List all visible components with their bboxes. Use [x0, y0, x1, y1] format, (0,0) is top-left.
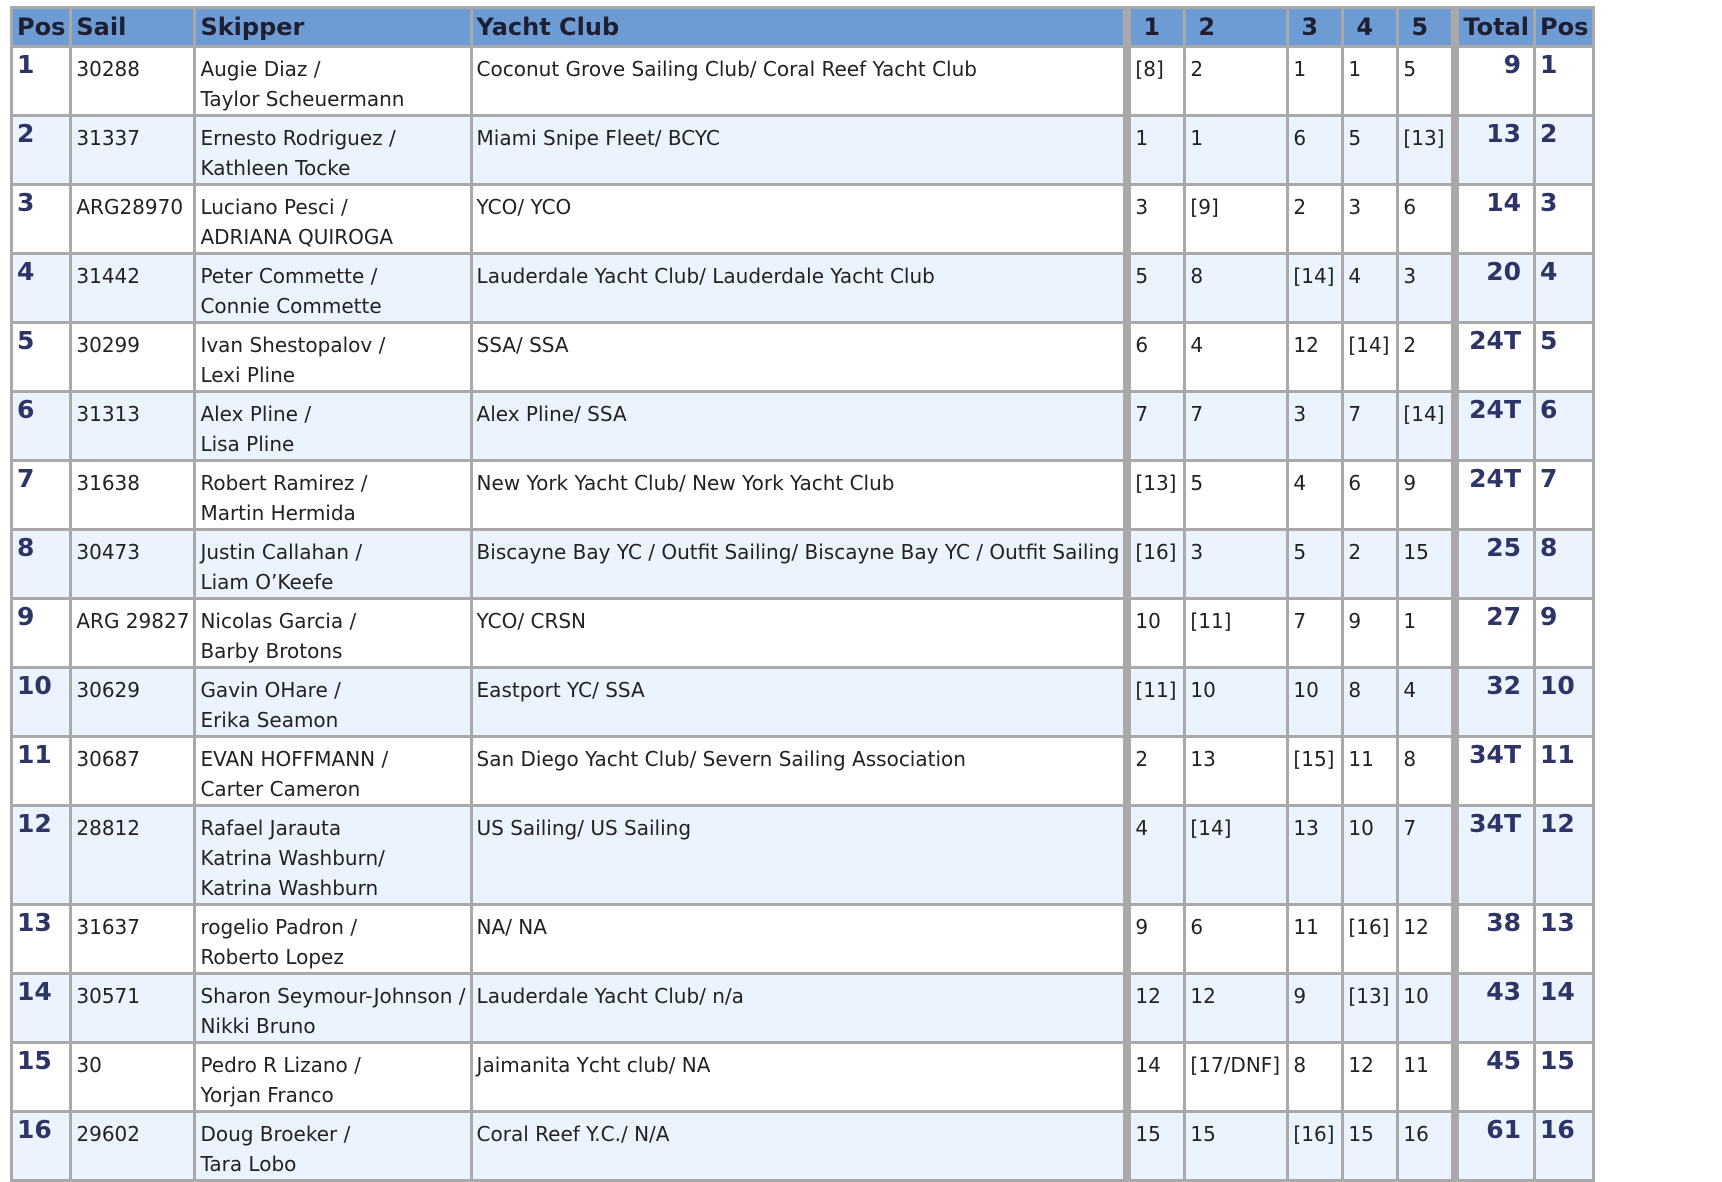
skipper-name-line: ADRIANA QUIROGA [200, 225, 394, 249]
sail-number-cell: 30288 [72, 48, 193, 114]
skipper-name-line: Katrina Washburn [200, 876, 379, 900]
position-cell: 4 [13, 255, 69, 321]
race-5-score-cell: 11 [1399, 1044, 1451, 1110]
race-1-score-cell: 14 [1131, 1044, 1183, 1110]
race-5-score-cell: 2 [1399, 324, 1451, 390]
total-points-cell: 34T [1459, 807, 1533, 903]
sail-number-cell: 31337 [72, 117, 193, 183]
skipper-name-line: Yorjan Franco [200, 1083, 334, 1107]
column-divider [1126, 393, 1128, 459]
sail-number-cell: 30299 [72, 324, 193, 390]
race-4-score-cell: [16] [1344, 906, 1396, 972]
skipper-cell [196, 807, 469, 903]
total-points-cell: 27 [1459, 600, 1533, 666]
table-row [13, 255, 1592, 321]
race-1-score-cell: [8] [1131, 48, 1183, 114]
column-divider [1126, 48, 1128, 114]
race-2-score-cell: 10 [1186, 669, 1286, 735]
header-pos: Pos [13, 9, 69, 45]
table-row [13, 975, 1592, 1041]
race-4-score-cell: 10 [1344, 807, 1396, 903]
race-1-score-cell: 12 [1131, 975, 1183, 1041]
race-2-score-cell: 7 [1186, 393, 1286, 459]
yacht-club-cell: Lauderdale Yacht Club/ Lauderdale Yacht Club [473, 255, 1124, 321]
header-race-4: 4 [1344, 9, 1396, 45]
skipper-cell [196, 738, 469, 804]
total-points-cell: 45 [1459, 1044, 1533, 1110]
skipper-name-line: Carter Cameron [200, 777, 361, 801]
sail-number-cell: ARG28970 [72, 186, 193, 252]
race-1-score-cell: 6 [1131, 324, 1183, 390]
position-right-cell: 16 [1536, 1113, 1592, 1179]
column-divider [1454, 1044, 1456, 1110]
race-4-score-cell: 5 [1344, 117, 1396, 183]
table-row [13, 462, 1592, 528]
header-skipper: Skipper [196, 9, 469, 45]
skipper-cell [196, 906, 469, 972]
skipper-name-line: Luciano Pesci / [200, 195, 348, 219]
race-4-score-cell: 2 [1344, 531, 1396, 597]
skipper-name-line: rogelio Padron / [200, 915, 358, 939]
sail-number-cell: 30473 [72, 531, 193, 597]
race-3-score-cell: 6 [1289, 117, 1341, 183]
skipper-cell [196, 462, 469, 528]
total-points-cell: 61 [1459, 1113, 1533, 1179]
position-cell: 14 [13, 975, 69, 1041]
column-divider [1454, 117, 1456, 183]
race-5-score-cell: [14] [1399, 393, 1451, 459]
column-divider [1126, 531, 1128, 597]
sail-number-cell: 31638 [72, 462, 193, 528]
race-1-score-cell: 2 [1131, 738, 1183, 804]
total-points-cell: 25 [1459, 531, 1533, 597]
table-row [13, 906, 1592, 972]
skipper-name-line: Augie Diaz / [200, 57, 321, 81]
total-points-cell: 34T [1459, 738, 1533, 804]
total-points-cell: 43 [1459, 975, 1533, 1041]
skipper-name-line: Liam O’Keefe [200, 570, 334, 594]
yacht-club-cell: New York Yacht Club/ New York Yacht Club [473, 462, 1124, 528]
skipper-name-line: Kathleen Tocke [200, 156, 351, 180]
table-row [13, 531, 1592, 597]
position-right-cell: 15 [1536, 1044, 1592, 1110]
total-points-cell: 32 [1459, 669, 1533, 735]
race-1-score-cell: 9 [1131, 906, 1183, 972]
race-2-score-cell: [17/DNF] [1186, 1044, 1286, 1110]
position-right-cell: 6 [1536, 393, 1592, 459]
race-1-score-cell: 10 [1131, 600, 1183, 666]
yacht-club-cell: Biscayne Bay YC / Outfit Sailing/ Biscayne Bay YC / Outfit Sailing [473, 531, 1124, 597]
table-row [13, 186, 1592, 252]
yacht-club-cell: Miami Snipe Fleet/ BCYC [473, 117, 1124, 183]
position-cell: 9 [13, 600, 69, 666]
race-2-score-cell: 13 [1186, 738, 1286, 804]
total-points-cell: 24T [1459, 393, 1533, 459]
results-body [13, 48, 1592, 1179]
total-points-cell: 20 [1459, 255, 1533, 321]
race-3-score-cell: 11 [1289, 906, 1341, 972]
skipper-cell [196, 975, 469, 1041]
skipper-name-line: Peter Commette / [200, 264, 378, 288]
race-1-score-cell: 3 [1131, 186, 1183, 252]
race-3-score-cell: [15] [1289, 738, 1341, 804]
race-5-score-cell: 8 [1399, 738, 1451, 804]
race-2-score-cell: 15 [1186, 1113, 1286, 1179]
yacht-club-cell: US Sailing/ US Sailing [473, 807, 1124, 903]
skipper-name-line: Lexi Pline [200, 363, 296, 387]
header-row [13, 9, 1592, 45]
sail-number-cell: 30687 [72, 738, 193, 804]
position-cell: 15 [13, 1044, 69, 1110]
race-1-score-cell: 15 [1131, 1113, 1183, 1179]
race-4-score-cell: 12 [1344, 1044, 1396, 1110]
position-right-cell: 10 [1536, 669, 1592, 735]
total-points-cell: 14 [1459, 186, 1533, 252]
race-5-score-cell: 16 [1399, 1113, 1451, 1179]
table-row [13, 738, 1592, 804]
column-divider [1126, 807, 1128, 903]
race-3-score-cell: 8 [1289, 1044, 1341, 1110]
race-5-score-cell: 9 [1399, 462, 1451, 528]
position-cell: 11 [13, 738, 69, 804]
race-4-score-cell: 9 [1344, 600, 1396, 666]
column-divider [1454, 906, 1456, 972]
race-4-score-cell: 7 [1344, 393, 1396, 459]
skipper-cell [196, 600, 469, 666]
position-right-cell: 12 [1536, 807, 1592, 903]
table-row [13, 324, 1592, 390]
skipper-name-line: Gavin OHare / [200, 678, 341, 702]
position-cell: 3 [13, 186, 69, 252]
race-2-score-cell: 4 [1186, 324, 1286, 390]
race-3-score-cell: 10 [1289, 669, 1341, 735]
yacht-club-cell: San Diego Yacht Club/ Severn Sailing Association [473, 738, 1124, 804]
race-5-score-cell: 4 [1399, 669, 1451, 735]
column-divider [1126, 738, 1128, 804]
race-5-score-cell: 7 [1399, 807, 1451, 903]
header-race-5: 5 [1399, 9, 1451, 45]
yacht-club-cell: Jaimanita Ycht club/ NA [473, 1044, 1124, 1110]
race-4-score-cell: [14] [1344, 324, 1396, 390]
race-5-score-cell: [13] [1399, 117, 1451, 183]
race-2-score-cell: [14] [1186, 807, 1286, 903]
race-1-score-cell: [11] [1131, 669, 1183, 735]
table-row [13, 117, 1592, 183]
skipper-name-line: Alex Pline / [200, 402, 312, 426]
skipper-cell [196, 1113, 469, 1179]
race-4-score-cell: 1 [1344, 48, 1396, 114]
position-right-cell: 9 [1536, 600, 1592, 666]
position-right-cell: 1 [1536, 48, 1592, 114]
race-2-score-cell: 8 [1186, 255, 1286, 321]
column-divider [1454, 324, 1456, 390]
results-table [10, 6, 1595, 1182]
yacht-club-cell: Eastport YC/ SSA [473, 669, 1124, 735]
header-race-2: 2 [1186, 9, 1286, 45]
position-right-cell: 14 [1536, 975, 1592, 1041]
column-divider [1454, 738, 1456, 804]
race-3-score-cell: [16] [1289, 1113, 1341, 1179]
race-3-score-cell: [14] [1289, 255, 1341, 321]
table-row [13, 48, 1592, 114]
skipper-name-line: Tara Lobo [200, 1152, 297, 1176]
race-3-score-cell: 4 [1289, 462, 1341, 528]
position-cell: 12 [13, 807, 69, 903]
position-right-cell: 5 [1536, 324, 1592, 390]
sail-number-cell: 28812 [72, 807, 193, 903]
yacht-club-cell: YCO/ CRSN [473, 600, 1124, 666]
skipper-name-line: EVAN HOFFMANN / [200, 747, 389, 771]
total-points-cell: 13 [1459, 117, 1533, 183]
race-4-score-cell: 4 [1344, 255, 1396, 321]
race-1-score-cell: 7 [1131, 393, 1183, 459]
race-3-score-cell: 13 [1289, 807, 1341, 903]
skipper-name-line: Robert Ramirez / [200, 471, 368, 495]
position-right-cell: 13 [1536, 906, 1592, 972]
column-divider [1454, 531, 1456, 597]
column-divider [1454, 48, 1456, 114]
skipper-cell [196, 531, 469, 597]
race-3-score-cell: 9 [1289, 975, 1341, 1041]
sail-number-cell: 29602 [72, 1113, 193, 1179]
race-4-score-cell: 6 [1344, 462, 1396, 528]
column-divider [1126, 1113, 1128, 1179]
sail-number-cell: 30 [72, 1044, 193, 1110]
skipper-name-line: Ivan Shestopalov / [200, 333, 386, 357]
skipper-name-line: Doug Broeker / [200, 1122, 351, 1146]
position-right-cell: 11 [1536, 738, 1592, 804]
position-cell: 5 [13, 324, 69, 390]
skipper-cell [196, 669, 469, 735]
skipper-cell [196, 393, 469, 459]
sail-number-cell: ARG 29827 [72, 600, 193, 666]
sail-number-cell: 31313 [72, 393, 193, 459]
column-divider [1454, 393, 1456, 459]
header-yacht-club: Yacht Club [473, 9, 1124, 45]
skipper-cell [196, 255, 469, 321]
position-cell: 8 [13, 531, 69, 597]
sail-number-cell: 30571 [72, 975, 193, 1041]
column-divider [1454, 1113, 1456, 1179]
skipper-name-line: Nicolas Garcia / [200, 609, 357, 633]
header-sail: Sail [72, 9, 193, 45]
race-5-score-cell: 3 [1399, 255, 1451, 321]
race-2-score-cell: 12 [1186, 975, 1286, 1041]
skipper-name-line: Connie Commette [200, 294, 382, 318]
yacht-club-cell: Coconut Grove Sailing Club/ Coral Reef Yacht Club [473, 48, 1124, 114]
column-divider [1126, 975, 1128, 1041]
column-divider [1454, 255, 1456, 321]
column-divider [1126, 906, 1128, 972]
skipper-name-line: Justin Callahan / [200, 540, 363, 564]
sail-number-cell: 31637 [72, 906, 193, 972]
total-points-cell: 24T [1459, 324, 1533, 390]
race-1-score-cell: [13] [1131, 462, 1183, 528]
race-1-score-cell: [16] [1131, 531, 1183, 597]
header-divider [1126, 9, 1128, 45]
race-4-score-cell: 3 [1344, 186, 1396, 252]
yacht-club-cell: NA/ NA [473, 906, 1124, 972]
race-5-score-cell: 10 [1399, 975, 1451, 1041]
header-divider [1454, 9, 1456, 45]
skipper-name-line: Lisa Pline [200, 432, 295, 456]
skipper-name-line: Rafael Jarauta [200, 816, 342, 840]
yacht-club-cell: Lauderdale Yacht Club/ n/a [473, 975, 1124, 1041]
header-race-1: 1 [1131, 9, 1183, 45]
position-cell: 13 [13, 906, 69, 972]
race-5-score-cell: 12 [1399, 906, 1451, 972]
header-total: Total [1459, 9, 1533, 45]
race-2-score-cell: [9] [1186, 186, 1286, 252]
column-divider [1126, 600, 1128, 666]
table-row [13, 393, 1592, 459]
race-5-score-cell: 5 [1399, 48, 1451, 114]
position-cell: 2 [13, 117, 69, 183]
column-divider [1126, 117, 1128, 183]
race-3-score-cell: 3 [1289, 393, 1341, 459]
sail-number-cell: 30629 [72, 669, 193, 735]
table-row [13, 669, 1592, 735]
column-divider [1454, 975, 1456, 1041]
header-race-3: 3 [1289, 9, 1341, 45]
yacht-club-cell: SSA/ SSA [473, 324, 1124, 390]
skipper-name-line: Pedro R Lizano / [200, 1053, 361, 1077]
table-row [13, 1044, 1592, 1110]
race-2-score-cell: 3 [1186, 531, 1286, 597]
position-cell: 16 [13, 1113, 69, 1179]
race-2-score-cell: 6 [1186, 906, 1286, 972]
column-divider [1454, 669, 1456, 735]
column-divider [1126, 186, 1128, 252]
position-right-cell: 8 [1536, 531, 1592, 597]
race-3-score-cell: 7 [1289, 600, 1341, 666]
race-2-score-cell: [11] [1186, 600, 1286, 666]
column-divider [1126, 669, 1128, 735]
race-5-score-cell: 6 [1399, 186, 1451, 252]
position-cell: 6 [13, 393, 69, 459]
race-1-score-cell: 4 [1131, 807, 1183, 903]
skipper-name-line: Sharon Seymour-Johnson / [200, 984, 466, 1008]
yacht-club-cell: Coral Reef Y.C./ N/A [473, 1113, 1124, 1179]
position-right-cell: 2 [1536, 117, 1592, 183]
column-divider [1126, 255, 1128, 321]
column-divider [1126, 324, 1128, 390]
table-row [13, 1113, 1592, 1179]
race-3-score-cell: 12 [1289, 324, 1341, 390]
position-cell: 10 [13, 669, 69, 735]
race-4-score-cell: [13] [1344, 975, 1396, 1041]
column-divider [1126, 1044, 1128, 1110]
position-cell: 7 [13, 462, 69, 528]
race-2-score-cell: 5 [1186, 462, 1286, 528]
race-1-score-cell: 1 [1131, 117, 1183, 183]
yacht-club-cell: Alex Pline/ SSA [473, 393, 1124, 459]
column-divider [1454, 807, 1456, 903]
column-divider [1126, 462, 1128, 528]
total-points-cell: 38 [1459, 906, 1533, 972]
skipper-name-line: Taylor Scheuermann [200, 87, 405, 111]
race-3-score-cell: 5 [1289, 531, 1341, 597]
skipper-name-line: Nikki Bruno [200, 1014, 316, 1038]
skipper-name-line: Ernesto Rodriguez / [200, 126, 396, 150]
total-points-cell: 9 [1459, 48, 1533, 114]
column-divider [1454, 462, 1456, 528]
skipper-cell [196, 186, 469, 252]
skipper-name-line: Roberto Lopez [200, 945, 344, 969]
skipper-name-line: Barby Brotons [200, 639, 343, 663]
race-5-score-cell: 1 [1399, 600, 1451, 666]
skipper-cell [196, 324, 469, 390]
header-pos-right: Pos [1536, 9, 1592, 45]
position-right-cell: 4 [1536, 255, 1592, 321]
race-2-score-cell: 1 [1186, 117, 1286, 183]
skipper-cell [196, 1044, 469, 1110]
skipper-name-line: Martin Hermida [200, 501, 356, 525]
skipper-name-line: Katrina Washburn/ [200, 846, 385, 870]
race-4-score-cell: 15 [1344, 1113, 1396, 1179]
skipper-cell [196, 117, 469, 183]
race-3-score-cell: 2 [1289, 186, 1341, 252]
position-cell: 1 [13, 48, 69, 114]
total-points-cell: 24T [1459, 462, 1533, 528]
skipper-name-line: Erika Seamon [200, 708, 339, 732]
race-4-score-cell: 11 [1344, 738, 1396, 804]
race-4-score-cell: 8 [1344, 669, 1396, 735]
table-row [13, 807, 1592, 903]
skipper-cell [196, 48, 469, 114]
yacht-club-cell: YCO/ YCO [473, 186, 1124, 252]
race-1-score-cell: 5 [1131, 255, 1183, 321]
column-divider [1454, 600, 1456, 666]
race-5-score-cell: 15 [1399, 531, 1451, 597]
race-2-score-cell: 2 [1186, 48, 1286, 114]
position-right-cell: 7 [1536, 462, 1592, 528]
table-row [13, 600, 1592, 666]
position-right-cell: 3 [1536, 186, 1592, 252]
race-3-score-cell: 1 [1289, 48, 1341, 114]
sail-number-cell: 31442 [72, 255, 193, 321]
column-divider [1454, 186, 1456, 252]
